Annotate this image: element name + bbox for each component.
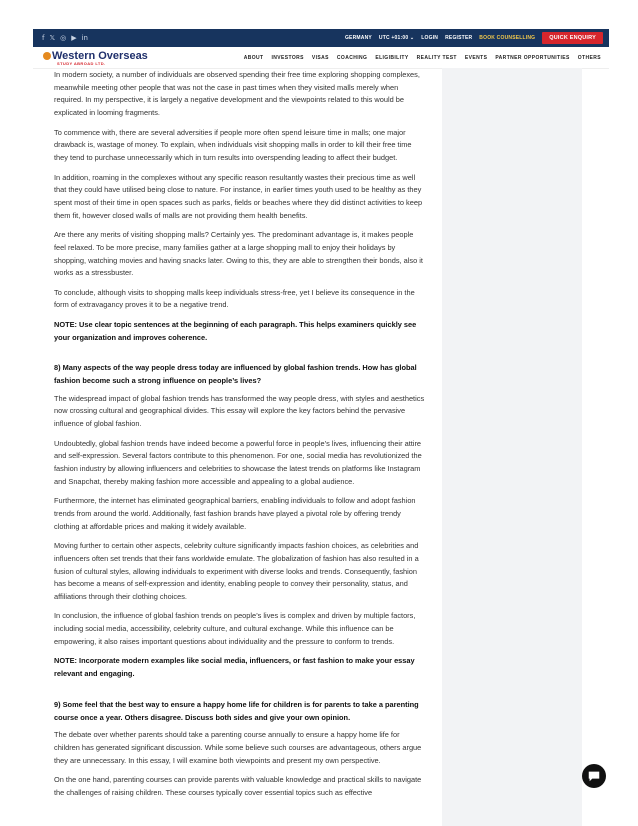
youtube-icon[interactable]: ▶ xyxy=(71,33,77,42)
paragraph: In modern society, a number of individuals are observed spending their free time exploring shopping complexes, meanwhile meeting other people that was not the case in past times when they visited malls merely when required. In my perspective, it is largely a negative development and the viewpoints related to this would be explicated in looming fragments. xyxy=(54,70,420,118)
book-counselling-link[interactable]: BOOK COUNSELLING xyxy=(479,35,536,41)
x-twitter-icon[interactable]: 𝕏 xyxy=(49,33,56,42)
main-navbar xyxy=(33,48,609,69)
note: NOTE: Use clear topic sentences at the beginning of each paragraph. This helps examiners quickly see your organization and improves coherence. xyxy=(54,319,417,342)
nav-visas[interactable]: VISAS xyxy=(311,55,329,61)
paragraph: On the one hand, parenting courses can provide parents with valuable knowledge and practical skills to navigate the challenges of raising children. These courses typically cover essential topics such as effective xyxy=(54,775,422,797)
paragraph: To conclude, although visits to shopping malls keep individuals stress-free, yet I believe its consequence in the form of extravagancy proves it to be a negative trend. xyxy=(54,287,415,310)
nav-coaching[interactable]: COACHING xyxy=(336,55,368,61)
register-link[interactable]: REGISTER xyxy=(445,35,473,41)
timezone-selector[interactable] xyxy=(379,35,414,41)
paragraph: Undoubtedly, global fashion trends have indeed become a powerful force in people’s lives, influencing their attire and self-expression. Several factors contribute to this phenomenon. For one, social media has revolutionized the fashion industry by allowing influencers and celebrities to showcase the latest trends on platforms like Instagram and Snapchat, thereby making fashion more accessible and appealing to a global audience. xyxy=(54,438,422,486)
logo[interactable] xyxy=(43,51,148,66)
quick-enquiry-button[interactable]: QUICK ENQUIRY xyxy=(542,32,603,44)
chat-button[interactable] xyxy=(582,764,606,788)
timezone-label: UTC +01:00 xyxy=(378,35,409,41)
chat-bubble-icon xyxy=(587,769,601,783)
paragraph: To commence with, there are several adversities if people more often spend leisure time in malls; one major drawback is, wastage of money. To explain, when individuals visit shopping malls in order to kill their free time they tend to purchase unnecessarily which in turn results into overspending leading to affect their budget. xyxy=(54,127,412,163)
social-links xyxy=(42,34,88,43)
primary-nav xyxy=(244,55,601,61)
paragraph: In addition, roaming in the complexes without any specific reason resultantly wastes their precious time as well that they could have utilised being close to nature. For instance, in earlier times youth used to be healthy as they spent most of their time in open spaces such as parks, fields or beaches where they did distinct activities to keep them fit, however closed walls of malls are not providing them health benefits. xyxy=(54,172,423,220)
paragraph: In conclusion, the influence of global fashion trends on people’s lives is complex and driven by multiple factors, including social media, accessibility, celebrity culture, and cultural exchange. While this influence can be empowering, it also raises important questions about individuality and the pressure to conform to trends. xyxy=(54,611,416,646)
chevron-down-icon: ⌄ xyxy=(409,35,415,41)
sidebar xyxy=(442,68,582,826)
note: NOTE: Incorporate modern examples like social media, influencers, or fast fashion to make your essay relevant and engaging. xyxy=(54,656,415,679)
instagram-icon[interactable]: ◎ xyxy=(60,33,67,42)
nav-reality-test[interactable]: REALITY TEST xyxy=(416,55,457,61)
nav-events[interactable]: EVENTS xyxy=(464,55,488,61)
top-nav xyxy=(345,32,603,44)
paragraph: Moving further to certain other aspects, celebrity culture significantly impacts fashion choices, as celebrities and influencers often set trends that their fans worldwide emulate. The globalization of fashion has also resulted in a fusion of cultural styles, allowing individuals to experiment with diverse looks and trends. Consequently, fashion has become a means of self-expression and identity, enabling people to convey their personality, status, and affiliations through their clothing choices. xyxy=(54,541,419,601)
article-content xyxy=(54,69,426,806)
question-heading-8: 8) Many aspects of the way people dress today are influenced by global fashion trends. How has global fashion become such a strong influence on people’s lives? xyxy=(54,363,417,386)
nav-others[interactable]: OTHERS xyxy=(577,55,601,61)
nav-partner-opportunities[interactable]: PARTNER OPPORTUNITIES xyxy=(495,55,570,61)
logo-tagline: STUDY ABROAD LTD. xyxy=(57,60,106,66)
linkedin-icon[interactable]: in xyxy=(81,33,88,42)
nav-about[interactable]: ABOUT xyxy=(243,55,264,61)
login-link[interactable]: LOGIN xyxy=(421,35,439,41)
paragraph: Furthermore, the internet has eliminated geographical barriers, enabling individuals to follow and adopt fashion trends from around the world. Additionally, fast fashion brands have played a pivotal role by offering trendy clothing at affordable prices and making it widely available. xyxy=(54,496,416,531)
paragraph: The debate over whether parents should take a parenting course annually to ensure a happy home life for children has generated significant discussion. While some believe such courses are advantageous, others argue they are unnecessary. In this essay, I will examine both viewpoints and present my own perspective. xyxy=(54,730,422,765)
facebook-icon[interactable]: f xyxy=(42,33,45,42)
paragraph: Are there any merits of visiting shopping malls? Certainly yes. The predominant advantage is, it makes people feel relaxed. To be more precise, many families gather at a large shopping mall to enjoy their holidays by shopping, watching movies and having snacks later. Owing to this, they are able to strengthen their bonds, also it works as a stressbuster. xyxy=(54,230,423,278)
top-bar xyxy=(33,29,609,47)
nav-investors[interactable]: INVESTORS xyxy=(271,55,304,61)
logo-name: Western Overseas xyxy=(52,49,148,62)
paragraph: The widespread impact of global fashion trends has transformed the way people dress, with styles and aesthetics now crossing cultural and geographical divides. This essay will explore the key factors behind the pervasive influence of global fashion. xyxy=(54,393,425,429)
question-heading-9: 9) Some feel that the best way to ensure a happy home life for children is for parents to take a parenting course once a year. Others disagree. Discuss both sides and give your own opinion. xyxy=(54,699,419,722)
country-selector[interactable]: GERMANY xyxy=(344,35,372,41)
nav-eligibility[interactable]: ELIGIBILITY xyxy=(375,55,409,61)
globe-icon xyxy=(43,52,51,60)
